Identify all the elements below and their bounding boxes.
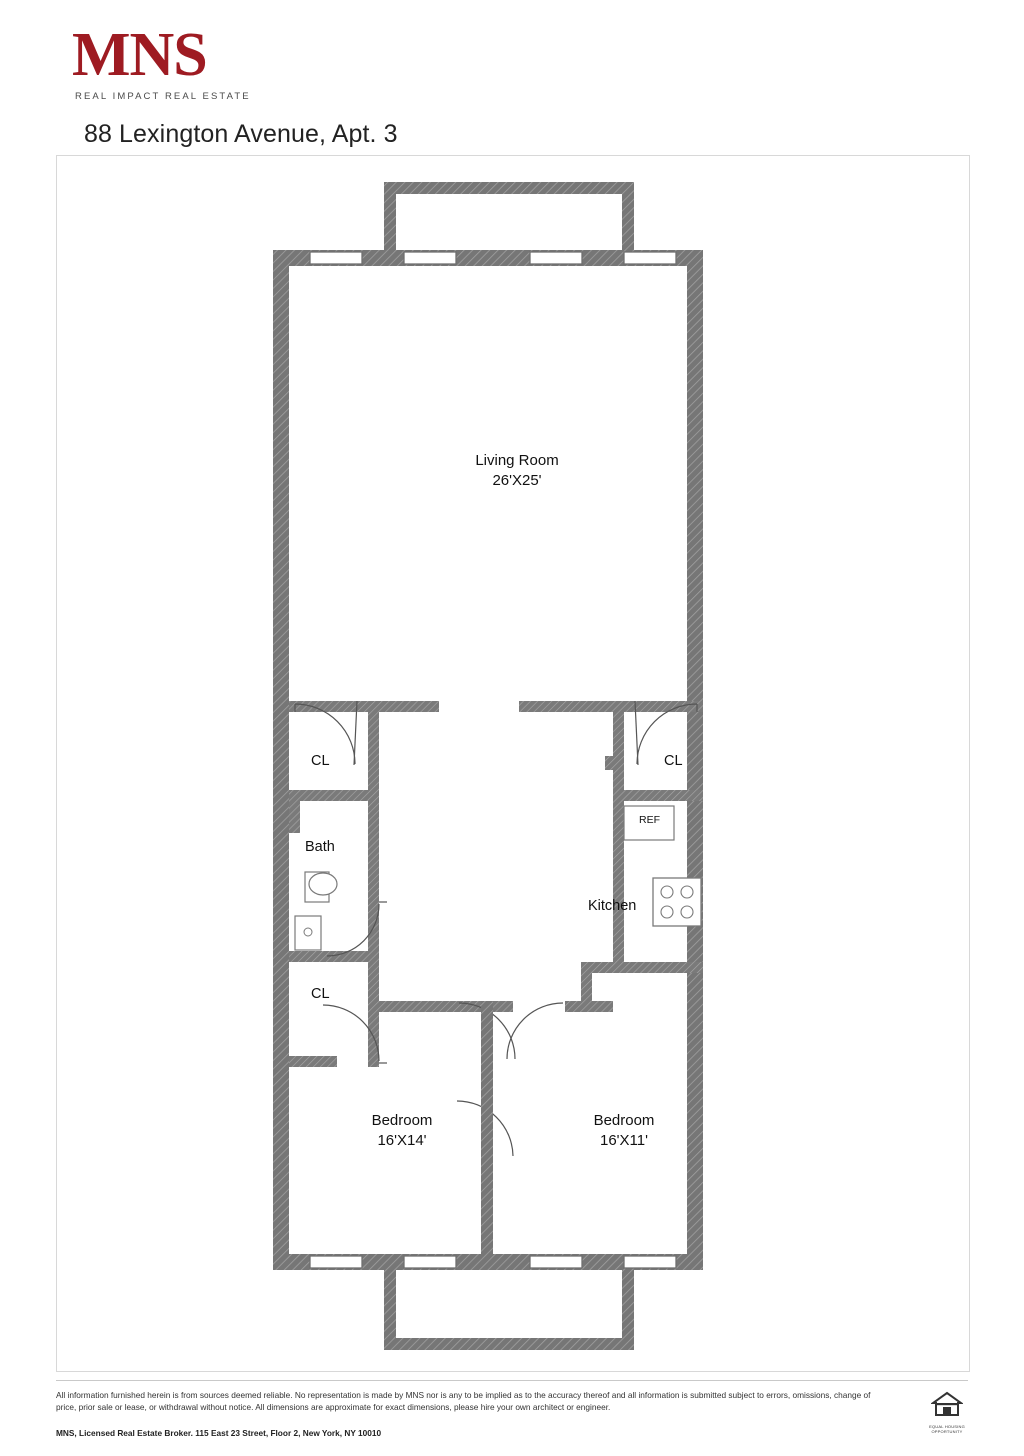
label-kitchen: Kitchen [588, 898, 637, 914]
floorplan-container [56, 155, 970, 1372]
brand-tagline: REAL IMPACT REAL ESTATE [75, 91, 251, 102]
label-bath: Bath [305, 839, 335, 855]
living-room-name: Living Room [475, 452, 559, 469]
equal-housing-opportunity-icon [924, 1390, 970, 1434]
bedroom-1-dimensions: 16'X14' [377, 1132, 427, 1150]
label-closet-3: CL [311, 986, 330, 1002]
living-room-dimensions: 26'X25' [492, 472, 542, 490]
label-refrigerator: REF [639, 814, 660, 826]
label-closet-1: CL [311, 753, 330, 769]
page-title: 88 Lexington Avenue, Apt. 3 [84, 120, 398, 148]
label-closet-2: CL [664, 753, 683, 769]
disclaimer-text: All information furnished herein is from sources deemed reliable. No representation is made by MNS nor is any to be implied as to the accuracy thereof and all information is submitted subject to errors, omissions, change of price, prior sale or lease, or withdrawal without notice. All dimensions are approximate for exact dimensions, please hire your own architect or engineer. [56, 1390, 871, 1413]
eho-house-icon [931, 1390, 963, 1418]
broker-info: MNS, Licensed Real Estate Broker. 115 East 23 Street, Floor 2, New York, NY 10010 [56, 1428, 382, 1438]
bedroom-1-name: Bedroom [371, 1112, 433, 1129]
mns-logo-text: MNS [72, 21, 207, 89]
brand-logo [72, 21, 372, 102]
footer-divider [56, 1380, 968, 1381]
eho-line1: EQUAL HOUSING [929, 1424, 965, 1429]
footer [56, 1380, 968, 1438]
floorplan-drawing [57, 156, 969, 1371]
walls-group [273, 182, 703, 1350]
eho-line2: OPPORTUNITY [931, 1429, 963, 1434]
bedroom-2-name: Bedroom [593, 1112, 655, 1129]
bedroom-2-dimensions: 16'X11' [600, 1132, 648, 1150]
